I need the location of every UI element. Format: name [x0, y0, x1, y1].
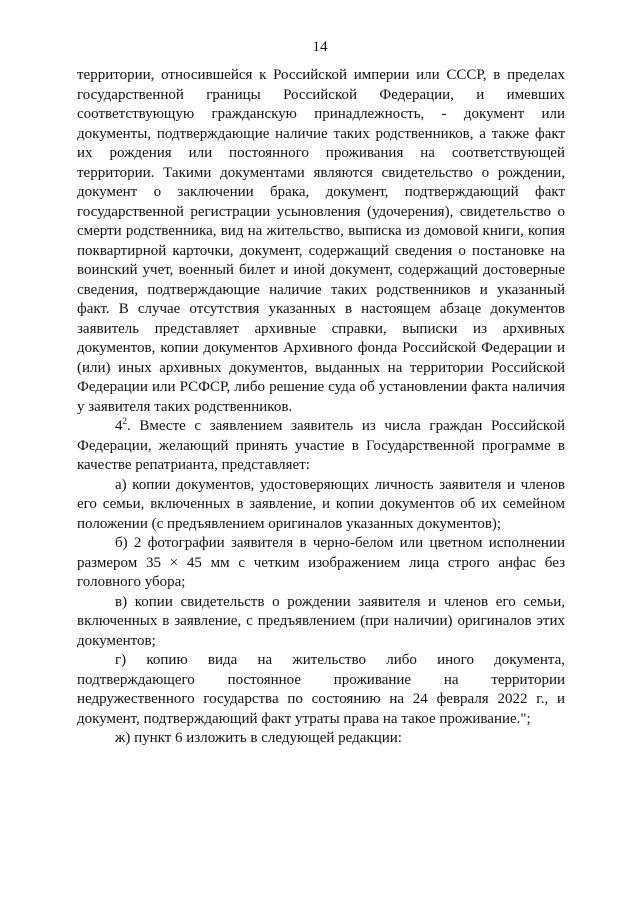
- paragraph-number-superscript: 2: [122, 416, 127, 426]
- paragraph-number: 4: [115, 418, 123, 434]
- paragraph-continuation: территории, относившейся к Российской империи или СССР, в пределах государственной границы Российской Федерации, и имевших соответствующую гражданскую принадлежность, - документ или документы, подтверждающие наличие таких родственников, а также факт их рождения или постоянного проживания на соответствующей территории. Такими документами являются свидетельство о рождении, документ о заключении брака, документ, подтверждающий факт государственной регистрации усыновления (удочерения), свидетельство о смерти родственника, вид на жительство, выписка из домовой книги, копия поквартирной карточки, документ, содержащий сведения о постановке на воинский учет, военный билет и иной документ, содержащий достоверные сведения, подтверждающие наличие таких родственников и указанный факт. В случае отсутствия указанных в настоящем абзаце документов заявитель представляет архивные справки, выписки из архивных документов, копии документов Архивного фонда Российской Федерации и (или) иных архивных документов, выданных на территории Российской Федерации или РСФСР, либо решение суда об установлении факта наличия у заявителя таких родственников.: [77, 67, 565, 415]
- paragraph-text: . Вместе с заявлением заявитель из числа граждан Российской Федерации, желающий принять участие в Государственной программе в качестве репатрианта, представляет:: [77, 418, 565, 473]
- paragraph-4-2: [77, 417, 565, 476]
- list-item-a: а) копии документов, удостоверяющих личность заявителя и членов его семьи, включенных в заявление, и копии документов об их семейном положении (с предъявлением оригиналов указанных документов);: [77, 476, 565, 532]
- document-body: [77, 66, 565, 749]
- list-item-v: в) копии свидетельств о рождении заявителя и членов его семьи, включенных в заявление, с предъявлением (при наличии) оригиналов этих документов;: [77, 593, 565, 649]
- list-item-g: г) копию вида на жительство либо иного документа, подтверждающего постоянное проживание на территории недружественного государства по состоянию на 24 февраля 2022 г., и документ, подтверждающий факт утраты права на такое проживание.";: [77, 652, 565, 727]
- list-item-b: б) 2 фотографии заявителя в черно-белом или цветном исполнении размером 35 × 45 мм с четким изображением лица строго анфас без головного убора;: [77, 535, 565, 590]
- page-number: 14: [312, 39, 328, 55]
- list-item-zh: ж) пункт 6 изложить в следующей редакции:: [115, 730, 402, 746]
